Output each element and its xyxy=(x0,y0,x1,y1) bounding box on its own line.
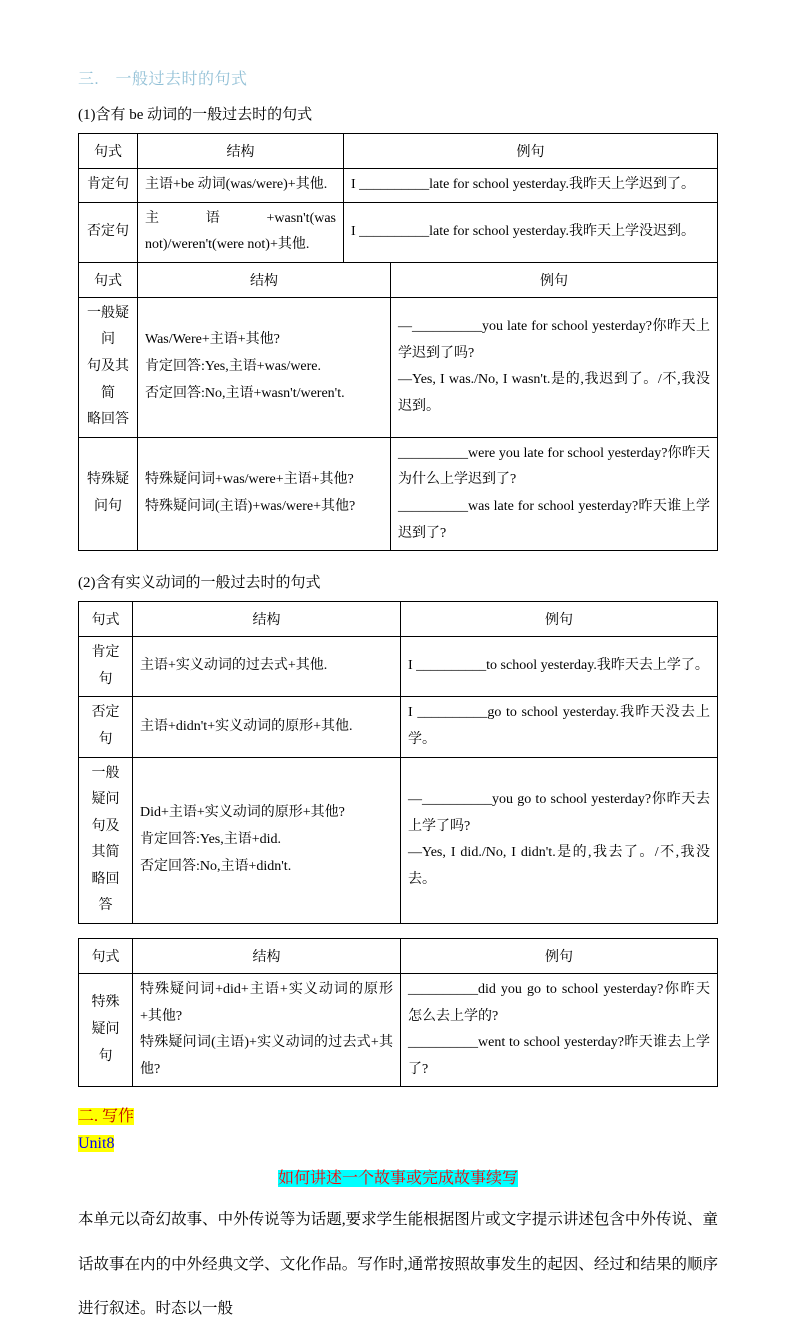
cell-type: 特殊疑问 句 xyxy=(79,974,133,1087)
cell-type: 特殊疑 问句 xyxy=(79,437,138,550)
cell-example: —__________you late for school yesterday?你昨天上学迟到了吗? —Yes, I was./No, I wasn't.是的,我迟到了。/不,我没迟到。 xyxy=(391,297,718,437)
cell-example: I __________late for school yesterday.我昨天上学迟到了。 xyxy=(344,169,718,203)
table-row-general-question xyxy=(79,757,718,924)
document-content xyxy=(78,66,718,1331)
table-row-affirmative xyxy=(79,169,718,203)
header-example: 例句 xyxy=(344,134,718,169)
subsection-2-title: (2)含有实义动词的一般过去时的句式 xyxy=(78,575,321,592)
subsection-1-title: (1)含有 be 动词的一般过去时的句式 xyxy=(78,107,313,123)
be-verb-table-part1 xyxy=(78,133,718,263)
notional-verb-table xyxy=(78,601,718,924)
cell-example: I __________late for school yesterday.我昨天上学没迟到。 xyxy=(344,202,718,262)
cell-structure: 主语+wasn't(was not)/weren't(were not)+其他. xyxy=(138,202,344,262)
story-title: 如何讲述一个故事或完成故事续写 xyxy=(277,1170,518,1188)
unit-label xyxy=(78,1135,718,1153)
header-structure: 结构 xyxy=(133,939,401,974)
table-header-row xyxy=(79,134,718,169)
header-structure: 结构 xyxy=(138,134,344,169)
table-row-negative xyxy=(79,202,718,262)
cell-structure: Was/Were+主语+其他? 肯定回答:Yes,主语+was/were. 否定回答:No,主语+wasn't/weren't. xyxy=(138,297,391,437)
unit-description-paragraph: 本单元以奇幻故事、中外传说等为话题,要求学生能根据图片或文字提示讲述包含中外传说、童话故事在内的中外经典文学、文化作品。写作时,通常按照故事发生的起因、经过和结果的顺序进行叙述。时态以一般 xyxy=(78,1211,718,1317)
cell-type: 肯定句 xyxy=(79,169,138,203)
header-example: 例句 xyxy=(401,939,718,974)
cell-structure: 主语+didn't+实义动词的原形+其他. xyxy=(133,697,401,757)
document-page xyxy=(0,66,793,1317)
cell-type: 肯定句 xyxy=(79,637,133,697)
cell-structure: Did+主语+实义动词的原形+其他? 肯定回答:Yes,主语+did. 否定回答:No,主语+didn't. xyxy=(133,757,401,924)
story-title-line xyxy=(78,1165,718,1188)
cell-type: 一般疑问 句及其简 略回答 xyxy=(79,757,133,924)
cell-type: 否定句 xyxy=(79,202,138,262)
header-structure: 结构 xyxy=(133,602,401,637)
writing-heading-highlight: 二. 写作 xyxy=(78,1108,135,1126)
table-gap xyxy=(78,924,718,938)
table-row-wh-question xyxy=(79,437,718,550)
table-header-row xyxy=(79,939,718,974)
header-example: 例句 xyxy=(391,262,718,297)
header-sentence-type: 句式 xyxy=(79,134,138,169)
cell-type: 否定句 xyxy=(79,697,133,757)
table-header-row xyxy=(79,262,718,297)
cell-example: I __________go to school yesterday.我昨天没去上学。 xyxy=(401,697,718,757)
header-structure: 结构 xyxy=(138,262,391,297)
cell-type: 一般疑问 句及其简 略回答 xyxy=(79,297,138,437)
table-row-general-question xyxy=(79,297,718,437)
cell-example: —__________you go to school yesterday?你昨天去上学了吗? —Yes, I did./No, I didn't.是的,我去了。/不,我没去。 xyxy=(401,757,718,924)
table-header-row xyxy=(79,602,718,637)
header-sentence-type: 句式 xyxy=(79,262,138,297)
writing-section xyxy=(78,1103,718,1331)
notional-verb-wh-table xyxy=(78,938,718,1087)
cell-structure: 特殊疑问词+did+主语+实义动词的原形+其他? 特殊疑问词(主语)+实义动词的过去式+其他? xyxy=(133,974,401,1087)
table-row-negative xyxy=(79,697,718,757)
cell-structure: 主语+实义动词的过去式+其他. xyxy=(133,637,401,697)
table-row-affirmative xyxy=(79,637,718,697)
writing-section-heading xyxy=(78,1103,718,1126)
cell-example: __________were you late for school yesterday?你昨天为什么上学迟到了? __________was late for school yesterday?昨天谁上学迟到了? xyxy=(391,437,718,550)
cell-example: I __________to school yesterday.我昨天去上学了。 xyxy=(401,637,718,697)
unit-label-highlight: Unit8 xyxy=(78,1135,115,1153)
cell-structure: 主语+be 动词(was/were)+其他. xyxy=(138,169,344,203)
header-sentence-type: 句式 xyxy=(79,939,133,974)
cell-structure: 特殊疑问词+was/were+主语+其他? 特殊疑问词(主语)+was/were+其他? xyxy=(138,437,391,550)
cell-example: __________did you go to school yesterday?你昨天怎么去上学的? __________went to school yesterday?昨天谁去上学了? xyxy=(401,974,718,1087)
header-sentence-type: 句式 xyxy=(79,602,133,637)
section-heading-past-tense: 三. 一般过去时的句式 xyxy=(78,71,248,88)
table-row-wh-question xyxy=(79,974,718,1087)
be-verb-table-part2 xyxy=(78,262,718,551)
header-example: 例句 xyxy=(401,602,718,637)
